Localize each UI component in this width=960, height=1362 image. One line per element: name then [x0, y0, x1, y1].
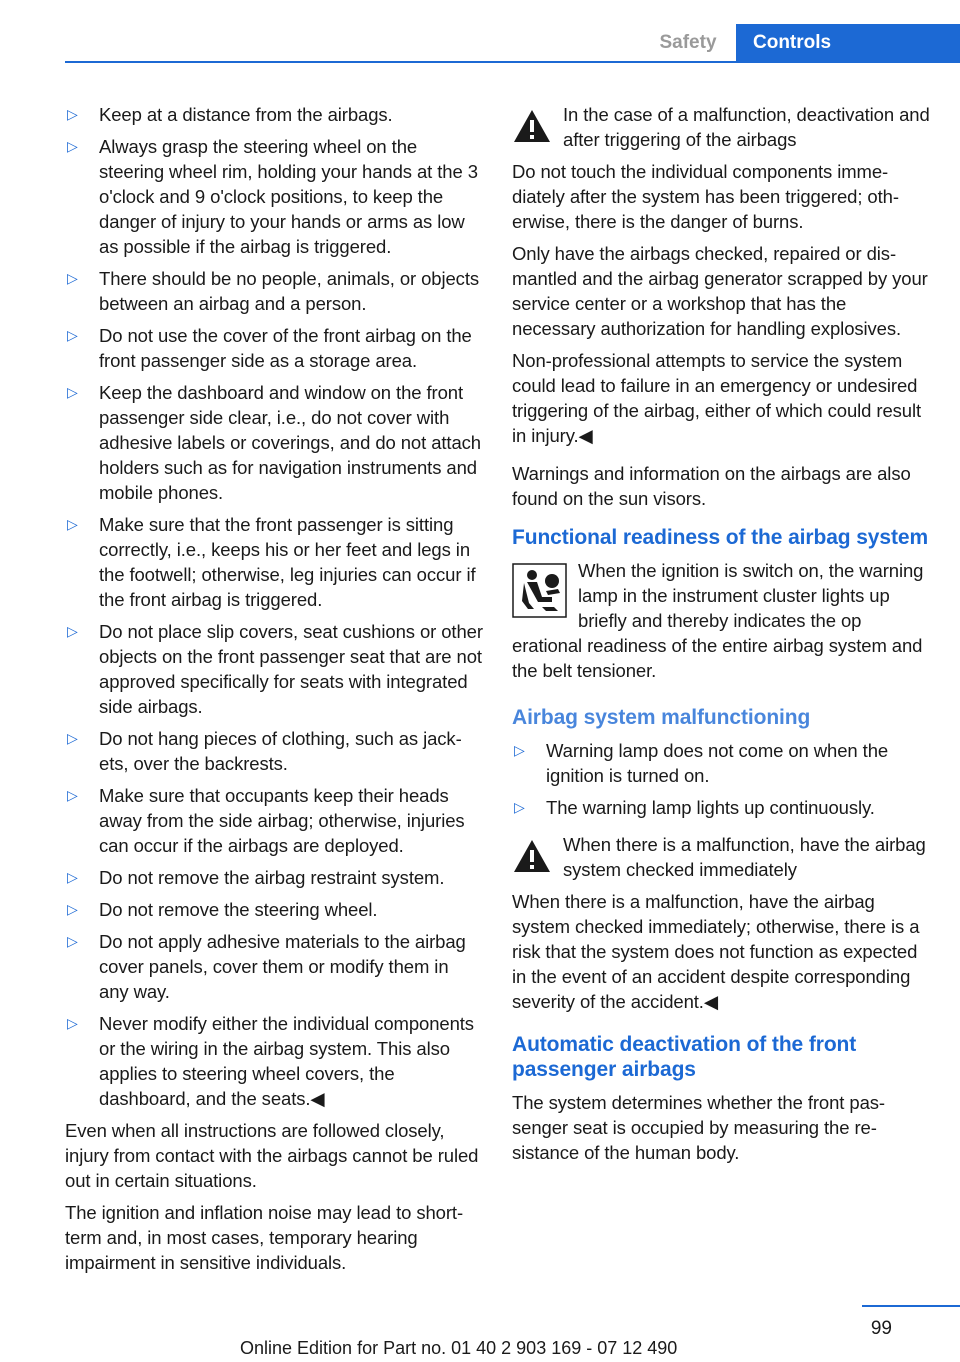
footer-rule: [862, 1305, 960, 1307]
list-item: ▷ Do not hang pieces of clothing, such as jackets, over the backrests.: [67, 728, 462, 774]
section-title-functional-readiness: Functional readiness of the airbag system: [512, 526, 929, 549]
left-column: [65, 102, 483, 1282]
airbag-warning-lamp-icon: [512, 563, 567, 618]
list-item: ▷ Do not apply adhesive materials to the airbag cover panels, cover them or modify them in any way.: [67, 931, 466, 1002]
triangle-bullet-icon: ▷: [514, 742, 525, 758]
paragraph: erational readiness of the entire airbag system and the belt tensioner.: [512, 635, 923, 681]
header-rule: [65, 61, 960, 63]
footer-edition: Online Edition for Part no. 01 40 2 903 169 - 07 12 490: [240, 1338, 678, 1358]
triangle-bullet-icon: ▷: [67, 138, 78, 154]
list-item: ▷ There should be no people, animals, or objects between an airbag and a person.: [67, 268, 480, 314]
triangle-bullet-icon: ▷: [67, 384, 78, 400]
section-title-automatic-deactivation: Automatic deactivation of the front passenger airbags: [512, 1033, 857, 1081]
warning-triangle-icon: [512, 838, 552, 874]
warning-heading: When there is a malfunction, have the airbag system checked immediately: [563, 834, 926, 880]
list-item: ▷ Make sure that the front passenger is sitting correctly, i.e., keeps his or her feet and legs in the footwell; otherwise, leg injuries can occur if the front airbag is triggered.: [67, 514, 476, 610]
paragraph: When the ignition is switch on, the warning lamp in the instrument cluster lights up briefly and thereby indicates the op: [578, 560, 924, 631]
triangle-bullet-icon: ▷: [67, 933, 78, 949]
triangle-bullet-icon: ▷: [67, 1015, 78, 1031]
list-item: ▷ Make sure that occupants keep their heads away from the side airbag; otherwise, injuries can occur if the airbags are deployed.: [67, 785, 465, 856]
paragraph: Only have the airbags checked, repaired or dismantled and the airbag generator scrapped by your service center or a workshop that has the necessary authorization for handling explosives.: [512, 243, 928, 339]
page-number: 99: [870, 1318, 892, 1339]
paragraph: When there is a malfunction, have the airbag system checked immediately; otherwise, there is a risk that the system does not function as expected in the event of an accident despite corresponding severity of the accident.◀: [512, 891, 920, 1012]
warning-heading: In the case of a malfunction, deactivation and after triggering of the airbags: [563, 104, 930, 150]
list-item: ▷ Always grasp the steering wheel on the steering wheel rim, holding your hands at the 3 o'clock and 9 o'clock positions, to keep the danger of injury to your hands or arms as low as possible if the airbag is triggered.: [67, 136, 478, 257]
header-tabs: [640, 24, 960, 62]
triangle-bullet-icon: ▷: [67, 516, 78, 532]
tab-controls[interactable]: Controls: [736, 24, 960, 62]
paragraph: Even when all instructions are followed closely, injury from contact with the airbags cannot be ruled out in certain situations.: [65, 1120, 479, 1191]
section-title-malfunctioning: Airbag system malfunctioning: [512, 706, 811, 729]
list-item: ▷ Keep the dashboard and window on the front passenger side clear, i.e., do not cover with adhesive labels or coverings, and do not attach holders such as for navigation instruments and mobile phones.: [67, 382, 481, 503]
list-item: ▷ Do not remove the steering wheel.: [67, 899, 378, 920]
left-bullet-list: [65, 102, 483, 1111]
airbag-lamp-block: [512, 558, 930, 633]
warning-triangle-icon: [512, 108, 552, 144]
warning-block-check: [512, 832, 930, 882]
tab-safety[interactable]: Safety: [640, 24, 736, 62]
list-item: ▷ Warning lamp does not come on when the ignition is turned on.: [514, 740, 889, 786]
triangle-bullet-icon: ▷: [514, 799, 525, 815]
list-item: ▷ Never modify either the individual components or the wiring in the airbag system. This also applies to steering wheel covers, the dashboard, and the seats.◀: [67, 1013, 474, 1109]
paragraph: Warnings and information on the airbags are also found on the sun visors.: [512, 463, 911, 509]
triangle-bullet-icon: ▷: [67, 730, 78, 746]
paragraph: Non-professional attempts to service the system could lead to failure in an emergency or undesired triggering of the airbag, either of which could result in injury.◀: [512, 350, 922, 446]
paragraph: The system determines whether the front passenger seat is occupied by measuring the resistance of the human body.: [512, 1092, 886, 1163]
list-item: ▷ Do not remove the airbag restraint system.: [67, 867, 445, 888]
list-item: ▷ The warning lamp lights up continuously.: [514, 797, 875, 818]
triangle-bullet-icon: ▷: [67, 327, 78, 343]
list-item: ▷ Do not place slip covers, seat cushions or other objects on the front passenger seat that are not approved specifically for seats with integrated side airbags.: [67, 621, 483, 717]
triangle-bullet-icon: ▷: [67, 106, 78, 122]
right-column: [512, 102, 930, 1172]
paragraph: The ignition and inflation noise may lead to short-term and, in most cases, temporary hearing impairment in sensitive individuals.: [65, 1202, 464, 1273]
triangle-bullet-icon: ▷: [67, 623, 78, 639]
list-item: ▷ Keep at a distance from the airbags.: [67, 104, 393, 125]
list-item: ▷ Do not use the cover of the front airbag on the front passenger side as a storage area.: [67, 325, 472, 371]
triangle-bullet-icon: ▷: [67, 787, 78, 803]
right-bullet-list: [512, 738, 930, 820]
warning-block-malfunction: [512, 102, 930, 152]
triangle-bullet-icon: ▷: [67, 901, 78, 917]
paragraph: Do not touch the individual components immediately after the system has been triggered; otherwise, there is the danger of burns.: [512, 161, 900, 232]
triangle-bullet-icon: ▷: [67, 270, 78, 286]
triangle-bullet-icon: ▷: [67, 869, 78, 885]
